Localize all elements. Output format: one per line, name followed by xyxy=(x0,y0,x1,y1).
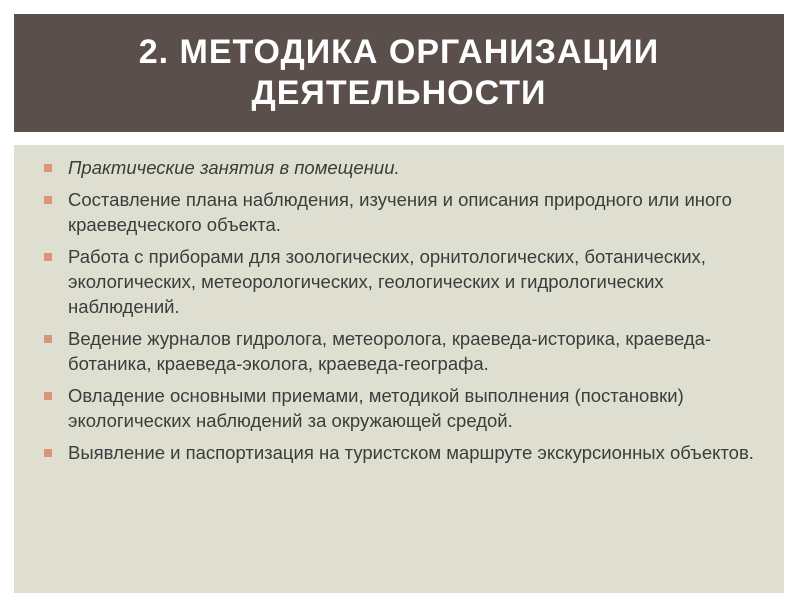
bullet-item xyxy=(44,383,760,433)
bullet-item xyxy=(44,326,760,376)
bullet-text: Работа с приборами для зоологических, орнитологических, ботанических, экологических, метеорологических, геологических и гидрологических наблюдений. xyxy=(68,246,706,317)
square-bullet-icon xyxy=(44,253,52,261)
bullet-text: Практические занятия в помещении. xyxy=(68,157,400,178)
bullet-item xyxy=(44,187,760,237)
bullet-item xyxy=(44,155,760,180)
bullet-text: Овладение основными приемами, методикой выполнения (постановки) экологических наблюдений за окружающей средой. xyxy=(68,385,684,431)
bullet-text: Ведение журналов гидролога, метеоролога, краеведа-историка, краеведа-ботаника, краеведа-эколога, краеведа-географа. xyxy=(68,328,712,374)
square-bullet-icon xyxy=(44,164,52,172)
title-bar xyxy=(14,14,784,132)
bullet-text: Выявление и паспортизация на туристском маршруте экскурсионных объектов. xyxy=(68,442,754,463)
content-panel xyxy=(14,145,784,593)
square-bullet-icon xyxy=(44,392,52,400)
bullet-item xyxy=(44,244,760,319)
bullet-item xyxy=(44,440,760,465)
square-bullet-icon xyxy=(44,196,52,204)
square-bullet-icon xyxy=(44,335,52,343)
square-bullet-icon xyxy=(44,449,52,457)
bullet-list xyxy=(14,145,784,465)
slide-title: 2. МЕТОДИКА ОРГАНИЗАЦИИ ДЕЯТЕЛЬНОСТИ xyxy=(138,33,660,112)
bullet-text: Составление плана наблюдения, изучения и описания природного или иного краеведческого объекта. xyxy=(68,189,732,235)
